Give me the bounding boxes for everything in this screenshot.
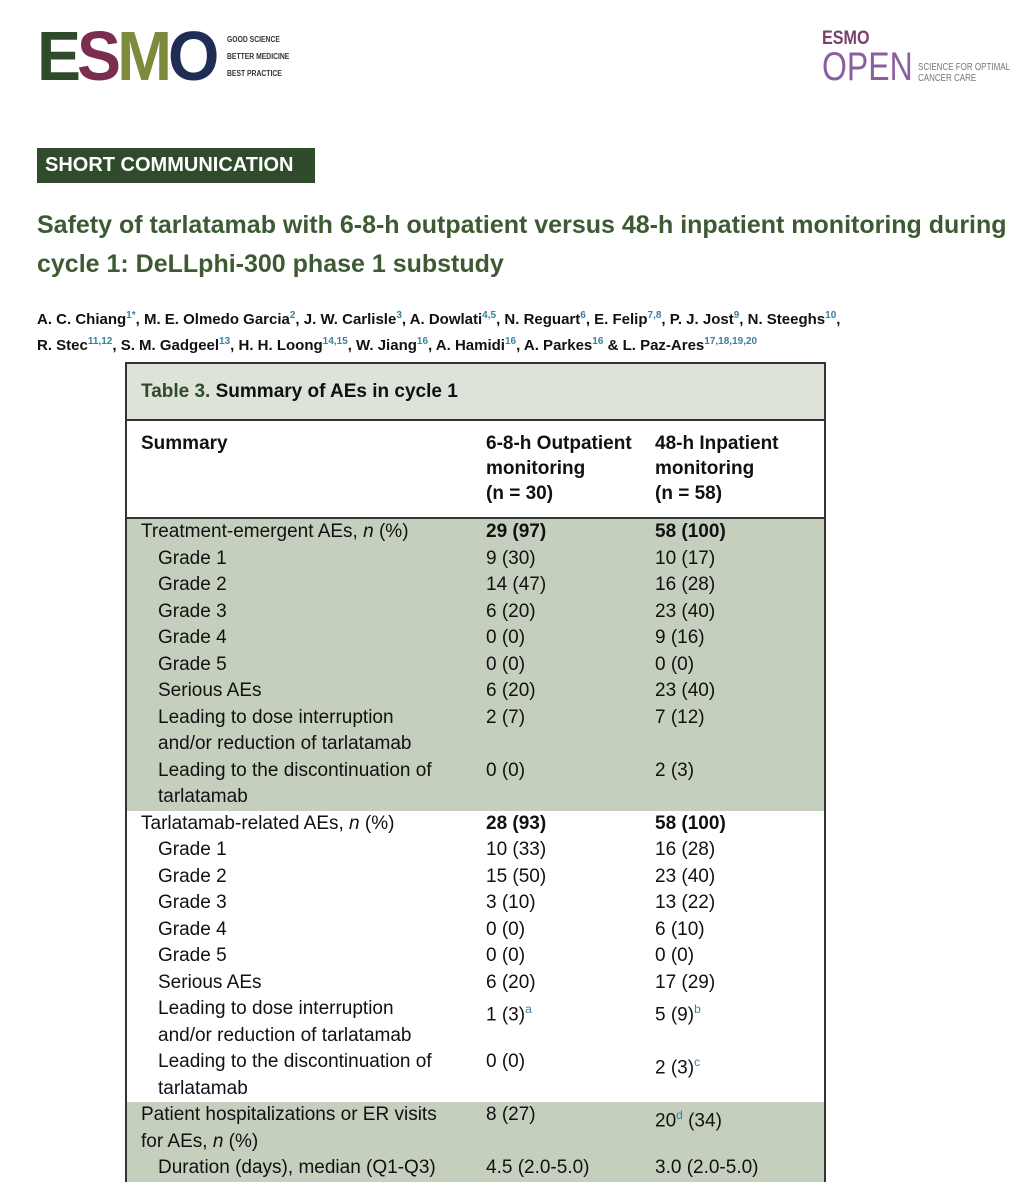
row-label: Grade 2 xyxy=(158,865,227,887)
cell-value: 29 (97) xyxy=(486,521,547,542)
author-name: H. H. Loong xyxy=(238,337,323,354)
outpatient-value xyxy=(486,943,655,970)
cell-value: 5 (9) xyxy=(655,1004,695,1026)
cell-value: 16 (28) xyxy=(655,574,716,595)
cell-value: 6 (20) xyxy=(486,600,536,622)
table-row xyxy=(127,917,824,944)
table-row xyxy=(127,678,824,705)
outpatient-value xyxy=(486,837,655,864)
inpatient-value xyxy=(655,943,805,970)
inpatient-value xyxy=(655,811,805,838)
cell-value: 10 (33) xyxy=(486,839,547,860)
row-label: Grade 1 xyxy=(158,839,227,860)
cell-value: 1 (3) xyxy=(486,1004,526,1026)
table-row xyxy=(127,519,824,546)
table-row xyxy=(127,546,824,573)
column-header-inpatient xyxy=(655,431,805,517)
cell-value: 23 (40) xyxy=(655,865,716,887)
table-row xyxy=(127,758,824,811)
table-row xyxy=(127,1155,824,1182)
author-name: E. Felip xyxy=(594,311,648,328)
cell-value: 58 (100) xyxy=(655,521,726,542)
cell-value: 2 (3) xyxy=(655,1057,695,1079)
author-affiliation[interactable]: 3 xyxy=(396,310,402,321)
table-row xyxy=(127,1049,824,1102)
esmo-logo-letter: M xyxy=(117,17,169,95)
outpatient-value xyxy=(486,1155,655,1182)
outpatient-value xyxy=(486,546,655,573)
row-label: Grade 5 xyxy=(158,945,227,966)
journal-tagline xyxy=(918,62,1010,84)
table-row xyxy=(127,837,824,864)
inpatient-value xyxy=(655,705,805,758)
cell-value: 2 (7) xyxy=(486,706,526,728)
inpatient-value xyxy=(655,1102,805,1155)
author-name: S. M. Gadgeel xyxy=(120,337,220,354)
inpatient-value xyxy=(655,625,805,652)
inpatient-value xyxy=(655,996,805,1049)
author-name: R. Stec xyxy=(37,337,88,354)
author-affiliation[interactable]: 10 xyxy=(825,310,837,321)
author-affiliation[interactable]: 17,18,19,20 xyxy=(704,336,758,347)
column-header-outpatient xyxy=(486,431,655,517)
inpatient-value xyxy=(655,1155,805,1182)
row-label: Duration (days), median (Q1-Q3) xyxy=(158,1157,436,1178)
author-name: M. E. Olmedo Garcia xyxy=(143,311,290,328)
esmo-open-logo xyxy=(822,28,1031,89)
cell-value: 14 (47) xyxy=(486,574,547,595)
author-affiliation[interactable]: 16 xyxy=(592,336,604,347)
inpatient-value xyxy=(655,758,805,811)
tagline-line: GOOD SCIENCE xyxy=(227,34,281,44)
column-header-summary: Summary xyxy=(141,433,228,454)
table-caption xyxy=(127,362,824,421)
inpatient-value xyxy=(655,678,805,705)
tagline-line: SCIENCE FOR OPTIMAL xyxy=(918,62,1011,73)
cell-value: 20 xyxy=(655,1110,677,1132)
cell-value: 15 (50) xyxy=(486,865,547,887)
tagline-line: CANCER CARE xyxy=(918,73,977,84)
outpatient-value xyxy=(486,519,655,546)
cell-value: 0 (0) xyxy=(486,653,526,675)
author-affiliation[interactable]: 1* xyxy=(126,310,136,321)
outpatient-value xyxy=(486,705,655,758)
row-label: Treatment-emergent AEs, n (%) xyxy=(141,521,409,542)
table-row xyxy=(127,705,824,758)
table-row xyxy=(127,811,824,838)
esmo-tagline xyxy=(227,31,289,82)
author-affiliation[interactable]: 11,12 xyxy=(87,336,113,347)
inpatient-value xyxy=(655,519,805,546)
outpatient-value xyxy=(486,758,655,811)
table-row xyxy=(127,1102,824,1155)
table-row xyxy=(127,599,824,626)
cell-value: 58 (100) xyxy=(655,812,726,834)
table-caption-text: Summary of AEs in cycle 1 xyxy=(215,381,458,402)
row-label: Grade 3 xyxy=(158,600,227,622)
journal-logo-top: ESMO xyxy=(822,28,870,49)
row-label: Grade 3 xyxy=(158,892,227,913)
summary-table xyxy=(125,362,826,1182)
cell-value: 10 (17) xyxy=(655,547,716,569)
cell-value: 28 (93) xyxy=(486,812,547,834)
table-row xyxy=(127,943,824,970)
cell-value: 0 (0) xyxy=(655,945,695,966)
cell-value: 23 (40) xyxy=(655,600,716,622)
cell-value: 0 (0) xyxy=(486,759,526,781)
article-title: Safety of tarlatamab with 6-8-h outpatient versus 48-h inpatient monitoring during cycle 1: DeLLphi-300 phase 1 substudy xyxy=(37,211,1007,278)
cell-value: 6 (10) xyxy=(655,918,705,940)
row-label: Grade 4 xyxy=(158,627,227,648)
table-row xyxy=(127,996,824,1049)
esmo-logo-letter: S xyxy=(77,17,118,95)
author-name: L. Paz-Ares xyxy=(622,337,705,354)
author-name: A. C. Chiang xyxy=(37,311,127,328)
author-affiliation[interactable]: 9 xyxy=(733,310,740,321)
cell-value: 3.0 (2.0-5.0) xyxy=(655,1157,759,1178)
author-affiliation[interactable]: 7,8 xyxy=(647,310,662,321)
esmo-logo-letter: O xyxy=(168,17,216,95)
column-header-label: 6-8-h Outpatient monitoring xyxy=(486,433,632,479)
outpatient-value xyxy=(486,625,655,652)
cell-value: 0 (0) xyxy=(486,945,526,966)
row-label: Leading to dose interruption and/or reduction of tarlatamab xyxy=(158,998,412,1046)
inpatient-value xyxy=(655,572,805,599)
outpatient-value xyxy=(486,917,655,944)
esmo-logo-letter: E xyxy=(37,17,78,95)
table-row xyxy=(127,890,824,917)
cell-value: 16 (28) xyxy=(655,839,716,860)
author-affiliation[interactable]: 2 xyxy=(289,310,296,321)
cell-value: 0 (0) xyxy=(655,653,695,675)
cell-value: 23 (40) xyxy=(655,680,716,701)
row-label: Grade 2 xyxy=(158,574,227,595)
author-name: J. W. Carlisle xyxy=(303,311,397,328)
author-list: A. C. Chiang$^{1*}$, M. E. Olmedo Garcia$^2$, J. W. Carlisle$^3$, A. Dowlati$^{4,5}$, N. Reguart$^6$, E. Felip$^{7,8}$, P. J. Jost$^9$, N. Steeghs$^{10}$, R. Stec$^{11,12}$, S. M. Gadgeel$^{13}$, H. H. Loong$^{14,15}$, W. Jiang$^{16}$, A. Hamidi$^{16}$, A. Parkes$^{16}$ & L. Paz-Ares$^{17,18,19,20}$ xyxy=(37,310,841,354)
table-row xyxy=(127,864,824,891)
inpatient-value xyxy=(655,546,805,573)
inpatient-value xyxy=(655,890,805,917)
cell-value: 17 (29) xyxy=(655,971,716,993)
inpatient-value xyxy=(655,917,805,944)
author-affiliation[interactable]: 14,15 xyxy=(322,336,348,347)
cell-value: 13 (22) xyxy=(655,892,716,913)
cell-value: 8 (27) xyxy=(486,1104,536,1125)
footnote-marker[interactable]: c xyxy=(694,1055,701,1069)
cell-value: 0 (0) xyxy=(486,627,526,648)
footnote-marker[interactable]: d xyxy=(676,1108,683,1122)
cell-value: 3 (10) xyxy=(486,892,536,913)
outpatient-value xyxy=(486,811,655,838)
cell-value: 2 (3) xyxy=(655,759,695,781)
row-label: Serious AEs xyxy=(158,680,262,701)
row-label: Grade 4 xyxy=(158,918,227,940)
outpatient-value xyxy=(486,996,655,1049)
table-row xyxy=(127,625,824,652)
author-affiliation[interactable]: 4,5 xyxy=(482,310,497,321)
row-label: Grade 1 xyxy=(158,547,227,569)
inpatient-value xyxy=(655,970,805,997)
table-number: Table 3. xyxy=(141,381,211,402)
cell-value: 0 (0) xyxy=(486,918,526,940)
author-affiliation[interactable]: 16 xyxy=(504,336,517,347)
journal-logo-word: OPEN xyxy=(822,45,913,89)
outpatient-value xyxy=(486,864,655,891)
table-row xyxy=(127,572,824,599)
author-name: A. Hamidi xyxy=(435,337,505,354)
author-affiliation[interactable]: 16 xyxy=(416,336,429,347)
outpatient-value xyxy=(486,652,655,679)
cell-value: 0 (0) xyxy=(486,1051,526,1072)
esmo-logo-letters xyxy=(37,17,216,95)
inpatient-value xyxy=(655,1049,805,1102)
author-name: A. Parkes xyxy=(523,337,593,354)
tagline-line: BETTER MEDICINE xyxy=(227,51,290,61)
table-body xyxy=(127,519,824,1182)
footnote-marker[interactable]: a xyxy=(525,1002,532,1016)
outpatient-value xyxy=(486,970,655,997)
cell-value-suffix: (34) xyxy=(682,1110,722,1132)
cell-value: 4.5 (2.0-5.0) xyxy=(486,1157,590,1178)
outpatient-value xyxy=(486,572,655,599)
cell-value: 9 (16) xyxy=(655,627,705,648)
row-label: Leading to the discontinuation of tarlatamab xyxy=(158,759,432,807)
outpatient-value xyxy=(486,1049,655,1102)
inpatient-value xyxy=(655,599,805,626)
inpatient-value xyxy=(655,864,805,891)
row-label: Patient hospitalizations or ER visits for AEs, n (%) xyxy=(141,1104,437,1152)
table-row xyxy=(127,970,824,997)
tagline-line: BEST PRACTICE xyxy=(227,68,283,78)
cell-value: 6 (20) xyxy=(486,971,536,993)
inpatient-value xyxy=(655,837,805,864)
column-header-label: 48-h Inpatient monitoring xyxy=(655,433,779,479)
outpatient-value xyxy=(486,599,655,626)
table-row xyxy=(127,652,824,679)
author-name: A. Dowlati xyxy=(409,311,483,328)
row-label: Grade 5 xyxy=(158,653,227,675)
table-header-row xyxy=(127,421,824,519)
row-label: Leading to the discontinuation of tarlatamab xyxy=(158,1051,432,1099)
footnote-marker[interactable]: b xyxy=(694,1002,701,1016)
outpatient-value xyxy=(486,678,655,705)
outpatient-value xyxy=(486,1102,655,1155)
cell-value: 6 (20) xyxy=(486,680,536,701)
author-affiliation[interactable]: 13 xyxy=(219,336,231,347)
author-name: P. J. Jost xyxy=(669,311,734,328)
article-type-badge: SHORT COMMUNICATION xyxy=(37,148,315,183)
column-header-n: (n = 58) xyxy=(655,483,723,504)
outpatient-value xyxy=(486,890,655,917)
author-name: N. Reguart xyxy=(504,311,581,328)
esmo-logo xyxy=(37,17,301,95)
author-name: W. Jiang xyxy=(356,337,417,354)
inpatient-value xyxy=(655,652,805,679)
cell-value: 7 (12) xyxy=(655,706,705,728)
author-affiliation[interactable]: 6 xyxy=(580,310,586,321)
author-name: N. Steeghs xyxy=(747,311,826,328)
row-label: Leading to dose interruption and/or reduction of tarlatamab xyxy=(158,706,412,754)
cell-value: 9 (30) xyxy=(486,547,536,569)
row-label: Serious AEs xyxy=(158,971,262,993)
row-label: Tarlatamab-related AEs, n (%) xyxy=(141,812,395,834)
column-header-n: (n = 30) xyxy=(486,483,554,504)
